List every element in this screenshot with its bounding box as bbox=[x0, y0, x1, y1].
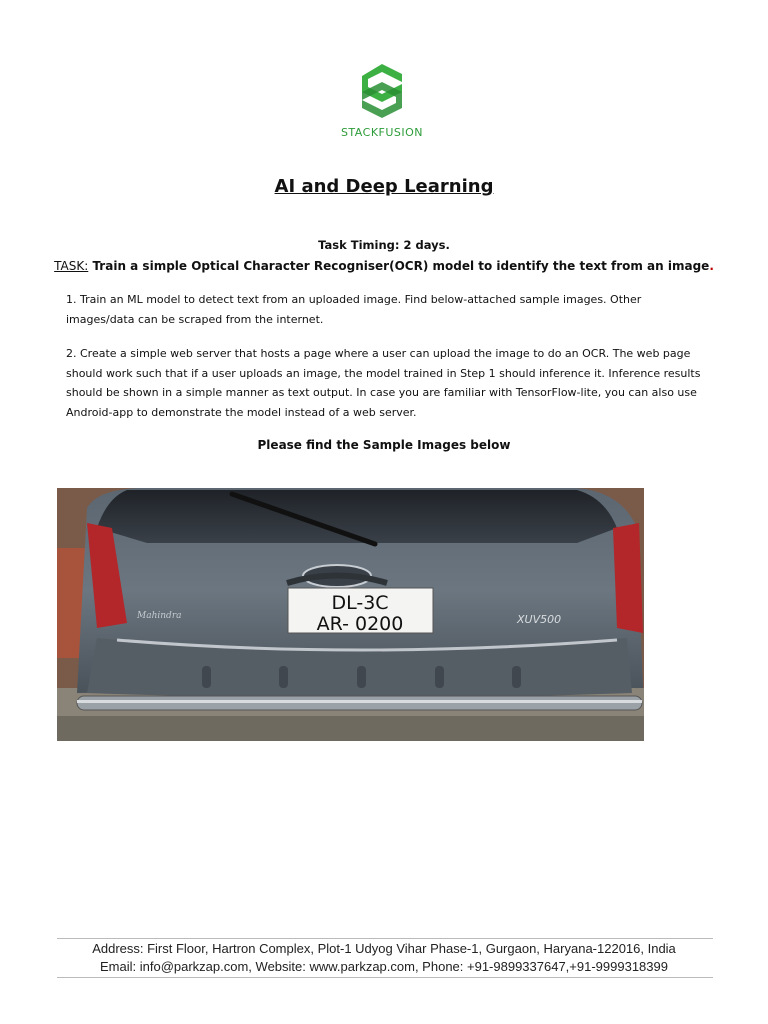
company-logo bbox=[330, 50, 440, 150]
plate-line-1: DL-3C bbox=[331, 592, 389, 614]
stackfusion-logo-icon bbox=[358, 62, 406, 122]
model-badge: XUV500 bbox=[517, 613, 562, 626]
brand-badge: Mahindra bbox=[137, 611, 182, 621]
task-period: . bbox=[709, 259, 714, 273]
sample-images-heading: Please find the Sample Images below bbox=[257, 438, 511, 452]
logo-wordmark: STACKFUSION bbox=[340, 126, 424, 139]
instruction-paragraph-1: 1. Train an ML model to detect text from an uploaded image. Find below-attached sample images. Other images/data can be scraped from the internet. bbox=[66, 293, 642, 326]
footer-contact: Email: info@parkzap.com, Website: www.parkzap.com, Phone: +91-9899337647,+91-9999318399 bbox=[100, 959, 668, 974]
sample-car-photo bbox=[57, 488, 644, 741]
footer-divider-top bbox=[57, 938, 713, 939]
footer-address: Address: First Floor, Hartron Complex, Plot-1 Udyog Vihar Phase-1, Gurgaon, Haryana-122016, India bbox=[92, 941, 676, 956]
footer-divider-bottom bbox=[57, 977, 713, 978]
plate-line-2: AR- 0200 bbox=[316, 613, 404, 635]
task-label: TASK: bbox=[54, 259, 89, 273]
task-text: Train a simple Optical Character Recogniser(OCR) model to identify the text from an image bbox=[88, 259, 710, 273]
task-statement bbox=[0, 259, 768, 273]
instruction-paragraph-2: 2. Create a simple web server that hosts a page where a user can upload the image to do an OCR. The web page should work such that if a user uploads an image, the model trained in Step 1 should inference it. Inference results should be shown in a simple manner as text output. In case you are familiar with TensorFlow-lite, you can also use Android-app to demonstrate the model instead of a web server. bbox=[66, 347, 701, 419]
document-title: AI and Deep Learning bbox=[274, 176, 494, 197]
task-timing: Task Timing: 2 days. bbox=[318, 238, 450, 252]
